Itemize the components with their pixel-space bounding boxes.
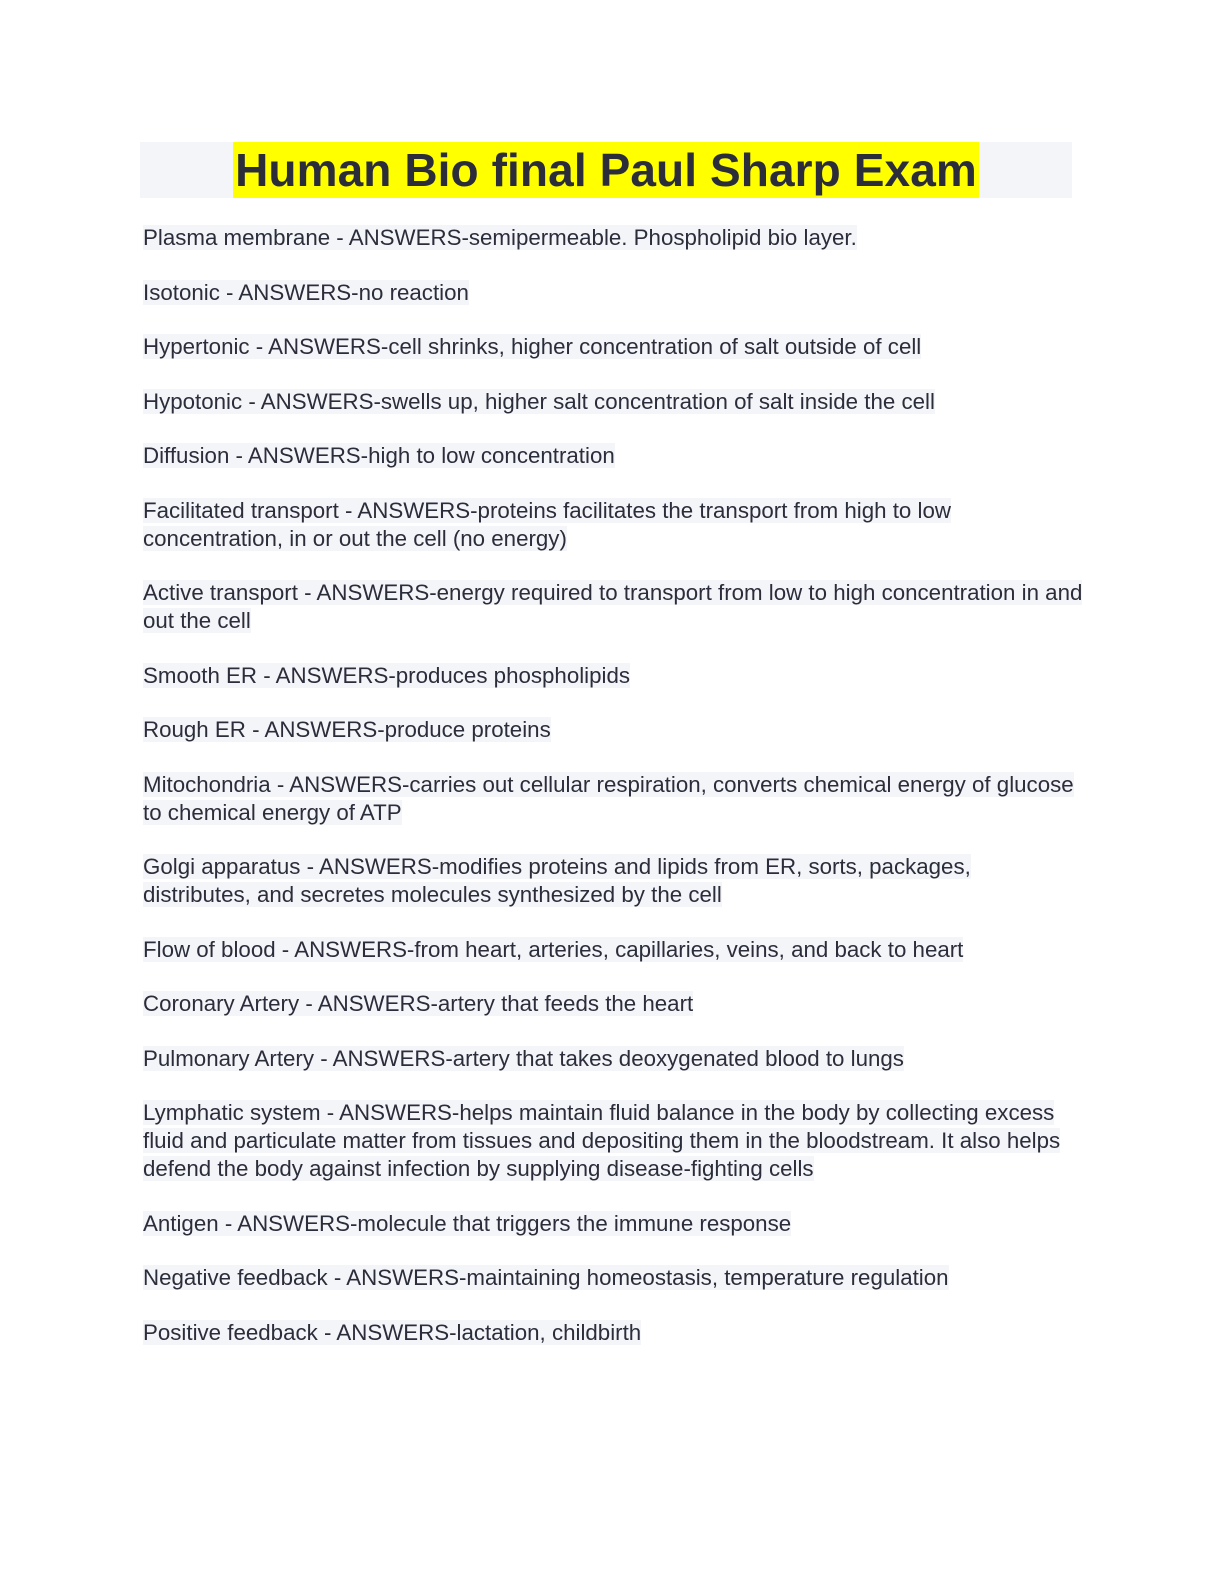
- qa-item-text: Golgi apparatus - ANSWERS-modifies proteins and lipids from ER, sorts, packages, distributes, and secretes molecules synthesized by the cell: [143, 854, 971, 907]
- qa-item-positive-feedback: [143, 1319, 1083, 1347]
- qa-item-golgi-apparatus: [143, 853, 1083, 909]
- qa-item-mitochondria: [143, 771, 1083, 827]
- qa-item-text: Rough ER - ANSWERS-produce proteins: [143, 717, 551, 742]
- qa-item-text: Lymphatic system - ANSWERS-helps maintain fluid balance in the body by collecting excess fluid and particulate matter from tissues and depositing them in the bloodstream. It also helps defend the body against infection by supplying disease-fighting cells: [143, 1100, 1061, 1181]
- qa-item-text: Coronary Artery - ANSWERS-artery that feeds the heart: [143, 991, 694, 1016]
- qa-item-hypertonic: [143, 333, 1083, 361]
- title-band: [140, 142, 1072, 198]
- qa-item-plasma-membrane: [143, 224, 1083, 252]
- qa-item-isotonic: [143, 279, 1083, 307]
- qa-item-hypotonic: [143, 388, 1083, 416]
- qa-item-text: Isotonic - ANSWERS-no reaction: [143, 279, 469, 305]
- qa-item-coronary-artery: [143, 990, 1083, 1018]
- qa-item-active-transport: [143, 579, 1083, 635]
- qa-item-text: Active transport - ANSWERS-energy required to transport from low to high concentration in and out the cell: [143, 580, 1083, 633]
- qa-item-text: Smooth ER - ANSWERS-produces phospholipids: [143, 662, 631, 688]
- qa-item-smooth-er: [143, 662, 1083, 690]
- qa-item-antigen: [143, 1210, 1083, 1238]
- qa-item-text: Mitochondria - ANSWERS-carries out cellular respiration, converts chemical energy of glucose to chemical energy of ATP: [143, 771, 1074, 825]
- qa-item-text: Facilitated transport - ANSWERS-proteins facilitates the transport from high to low concentration, in or out the cell (no energy): [143, 497, 951, 551]
- qa-item-diffusion: [143, 442, 1083, 470]
- page-title: Human Bio final Paul Sharp Exam: [235, 144, 977, 196]
- qa-item-text: Plasma membrane - ANSWERS-semipermeable. Phospholipid bio layer.: [143, 225, 857, 250]
- qa-item-text: Hypotonic - ANSWERS-swells up, higher salt concentration of salt inside the cell: [143, 388, 935, 414]
- qa-item-text: Positive feedback - ANSWERS-lactation, childbirth: [143, 1319, 642, 1345]
- qa-item-facilitated-transport: [143, 497, 1083, 553]
- qa-list: [143, 224, 1083, 1373]
- qa-item-rough-er: [143, 716, 1083, 744]
- qa-item-pulmonary-artery: [143, 1045, 1083, 1073]
- qa-item-negative-feedback: [143, 1264, 1083, 1292]
- qa-item-text: Antigen - ANSWERS-molecule that triggers the immune response: [143, 1210, 792, 1236]
- qa-item-text: Hypertonic - ANSWERS-cell shrinks, higher concentration of salt outside of cell: [143, 334, 922, 359]
- qa-item-lymphatic-system: [143, 1099, 1083, 1183]
- qa-item-text: Diffusion - ANSWERS-high to low concentration: [143, 443, 615, 468]
- qa-item-text: Negative feedback - ANSWERS-maintaining homeostasis, temperature regulation: [143, 1265, 949, 1290]
- qa-item-text: Pulmonary Artery - ANSWERS-artery that takes deoxygenated blood to lungs: [143, 1045, 904, 1071]
- qa-item-flow-of-blood: [143, 936, 1083, 964]
- qa-item-text: Flow of blood - ANSWERS-from heart, arteries, capillaries, veins, and back to heart: [143, 936, 964, 962]
